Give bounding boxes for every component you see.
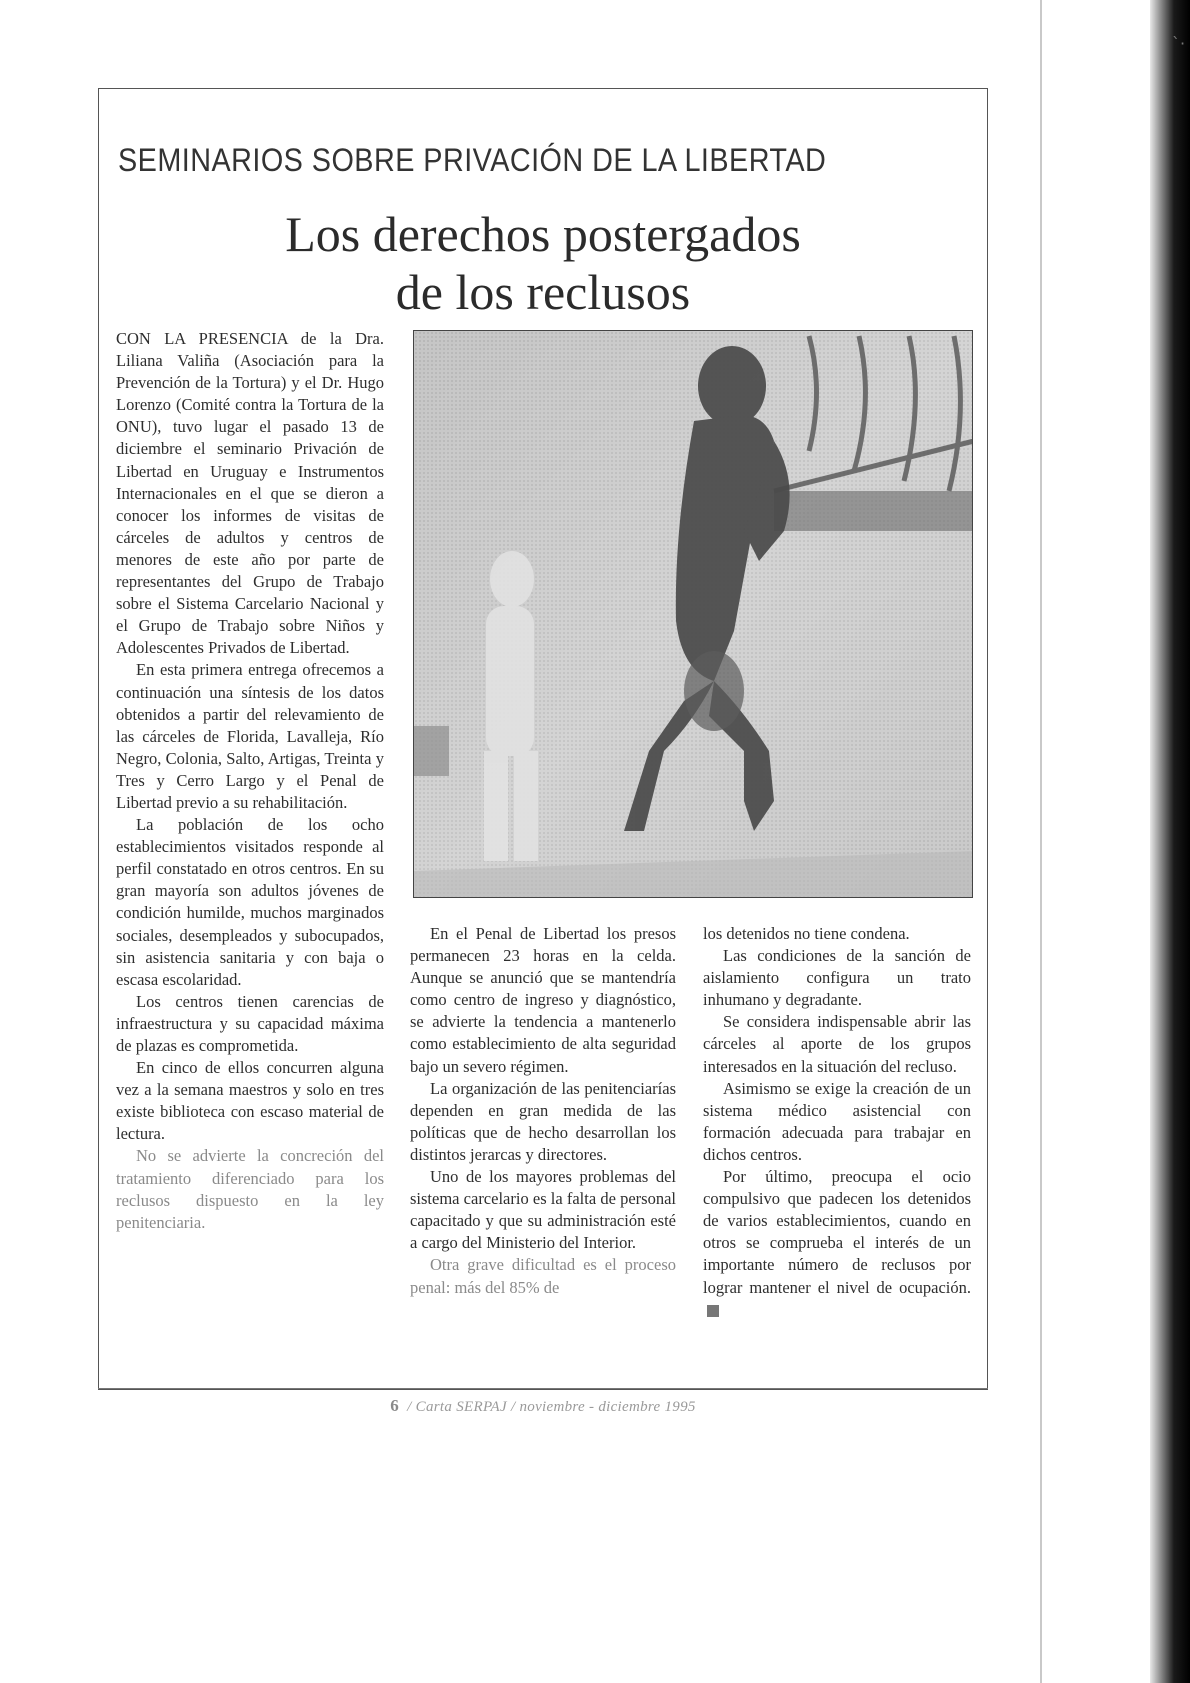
prisoner-photo — [413, 330, 973, 898]
headline-line-2: de los reclusos — [395, 264, 691, 320]
footer-rule — [98, 1388, 988, 1389]
paragraph: La población de los ocho establecimientos visitados responde al perfil constatado en otros centros. En su gran mayoría son adultos jóvenes de condición humilde, muchos marginados sociales, desempleados y subocupados, sin asistencia sanitaria y con baja o escasa escolaridad. — [116, 815, 384, 989]
page-footer — [98, 1396, 988, 1416]
scan-speck: ˋ· — [1172, 34, 1186, 53]
end-mark-icon — [707, 1305, 719, 1317]
scan-border — [1150, 0, 1190, 1683]
headline-line-1: Los derechos postergados — [285, 206, 801, 262]
paragraph: En el Penal de Libertad los presos permanecen 23 horas en la celda. Aunque se anunció que se mantendría como centro de ingreso y diagnóstico, se advierte la tendencia a mantenerlo como establecimiento de alta seguridad bajo un severo régimen. — [410, 924, 676, 1076]
paragraph: Uno de los mayores problemas del sistema carcelario es la falta de personal capacitado y que su administración esté a cargo del Ministerio del Interior. — [410, 1167, 676, 1253]
paragraph: No se advierte la concreción del tratamiento diferenciado para los reclusos dispuesto en la ley penitenciaria. — [116, 1146, 384, 1232]
paragraph-text: Por último, preocupa el ocio compulsivo que padecen los detenidos de varios establecimientos, cuando en otros se comprueba el interés de un importante número de reclusos por lograr mantener el nivel de ocupación. — [703, 1167, 971, 1297]
paragraph: Se considera indispensable abrir las cárceles al aporte de los grupos interesados en la situación del recluso. — [703, 1012, 971, 1076]
paragraph: Los centros tienen carencias de infraestructura y su capacidad máxima de plazas es comprometida. — [116, 991, 384, 1055]
article-column-3 — [703, 923, 971, 1321]
paragraph: Otra grave dificultad es el proceso penal: más del 85% de — [410, 1255, 676, 1297]
paragraph: Las condiciones de la sanción de aislamiento configura un trato inhumano y degradante. — [703, 946, 971, 1010]
paragraph: La organización de las penitenciarías dependen en gran medida de las políticas que de hecho desarrollan los distintos jerarcas y directores. — [410, 1078, 676, 1164]
paragraph: En esta primera entrega ofrecemos a continuación una síntesis de los datos obtenidos a partir del relevamiento de las cárceles de Florida, Lavalleja, Río Negro, Colonia, Salto, Artigas, Treinta y Tres y Cerro Largo y el Penal de Libertad previo a su rehabilitación. — [116, 660, 384, 812]
publication-info: / Carta SERPAJ / noviembre - diciembre 1995 — [407, 1399, 696, 1415]
paragraph — [703, 1166, 971, 1321]
section-kicker: SEMINARIOS SOBRE PRIVACIÓN DE LA LIBERTAD — [118, 142, 827, 178]
paragraph: En cinco de ellos concurren alguna vez a la semana maestros y solo en tres existe biblioteca con escaso material de lectura. — [116, 1058, 384, 1144]
paragraph: Asimismo se exige la creación de un sistema médico asistencial con formación adecuada para trabajar en dichos centros. — [703, 1078, 971, 1164]
paragraph: los detenidos no tiene condena. — [703, 924, 910, 943]
page-number: 6 — [390, 1396, 400, 1415]
page-edge-shadow — [1040, 0, 1042, 1683]
paragraph: CON LA PRESENCIA de la Dra. Liliana Valiña (Asociación para la Prevención de la Tortura) y el Dr. Hugo Lorenzo (Comité contra la Tortura de la ONU), tuvo lugar el pasado 13 de diciembre el seminario Privación de Libertad en Uruguay e Instrumentos Internacionales en el que se dieron a conocer los informes de visitas de cárceles de adultos y centros de menores de este año por parte de representantes del Grupo de Trabajo sobre el Sistema Carcelario Nacional y el Grupo de Trabajo sobre Niños y Adolescentes Privados de Libertad. — [116, 329, 384, 658]
article-column-2 — [410, 923, 676, 1299]
article-column-1 — [116, 328, 384, 1234]
